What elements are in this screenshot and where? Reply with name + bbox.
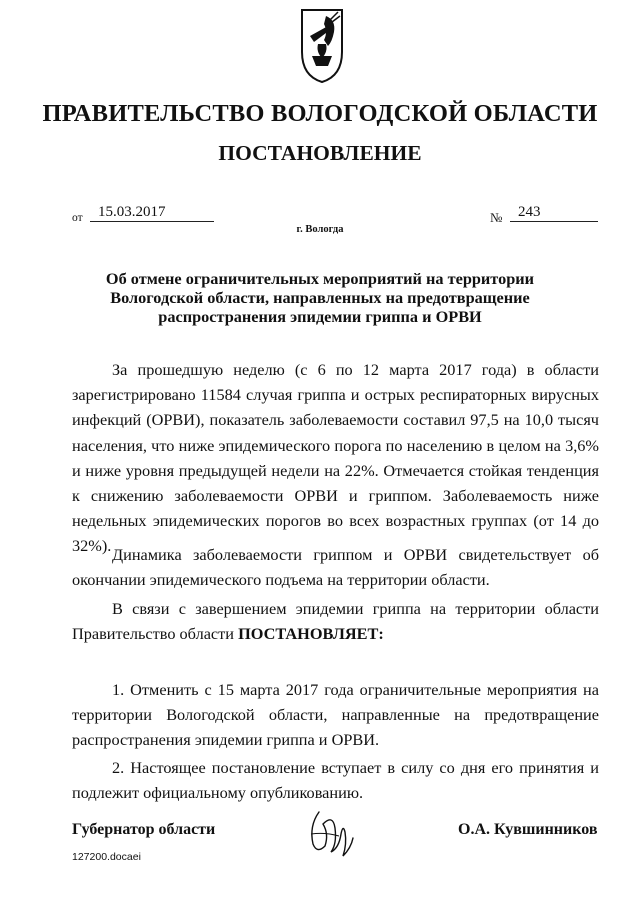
handwritten-signature: [305, 804, 363, 860]
government-title: ПРАВИТЕЛЬСТВО ВОЛОГОДСКОЙ ОБЛАСТИ: [42, 100, 598, 127]
decree-keyword: ПОСТАНОВЛЯЕТ:: [238, 624, 384, 644]
paragraph-decree: [72, 596, 599, 646]
decree-item-2: 2. Настоящее постановление вступает в силу со дня его принятия и подлежит официальному опубликованию.: [72, 758, 599, 803]
decree-item-1: 1. Отменить с 15 марта 2017 года ограничительные мероприятия на территории Вологодской области, направленные на предотвращение распространения эпидемии гриппа и ОРВИ.: [72, 680, 599, 750]
number-label: №: [490, 210, 503, 225]
city: г. Вологда: [296, 224, 344, 235]
date-label: от: [72, 212, 83, 224]
document-subject: Об отмене ограничительных мероприятий на территории Вологодской области, направленных на предотвращение распространения эпидемии гриппа и ОРВИ: [105, 269, 535, 326]
document-date: 15.03.2017: [90, 204, 214, 222]
document-type: ПОСТАНОВЛЕНИЕ: [218, 141, 422, 165]
decree-intro: В связи с завершением эпидемии гриппа на территории области Правительство области: [72, 599, 599, 644]
file-reference: 127200.docaei: [72, 851, 141, 863]
coat-of-arms-emblem: [298, 6, 346, 86]
signatory-position: Губернатор области: [72, 821, 216, 838]
paragraph-statistics: За прошедшую неделю (с 6 по 12 марта 2017 года) в области зарегистрировано 11584 случая гриппа и острых респираторных вирусных инфекций (ОРВИ), показатель заболеваемости составил 97,5 на 10,0 тысяч населения, что ниже эпидемического порога по населению в целом на 3,6% и ниже уровня предыдущей недели на 22%. Отмечается стойкая тенденция к снижению заболеваемости ОРВИ и гриппом. Заболеваемость ниже недельных эпидемических порогов во всех возрастных группах (от 14 до 32%).: [72, 360, 599, 556]
document-number: 243: [510, 204, 598, 222]
paragraph-dynamics: Динамика заболеваемости гриппом и ОРВИ свидетельствует об окончании эпидемического подъема на территории области.: [72, 545, 599, 590]
signatory-name: О.А. Кувшинников: [458, 821, 598, 838]
